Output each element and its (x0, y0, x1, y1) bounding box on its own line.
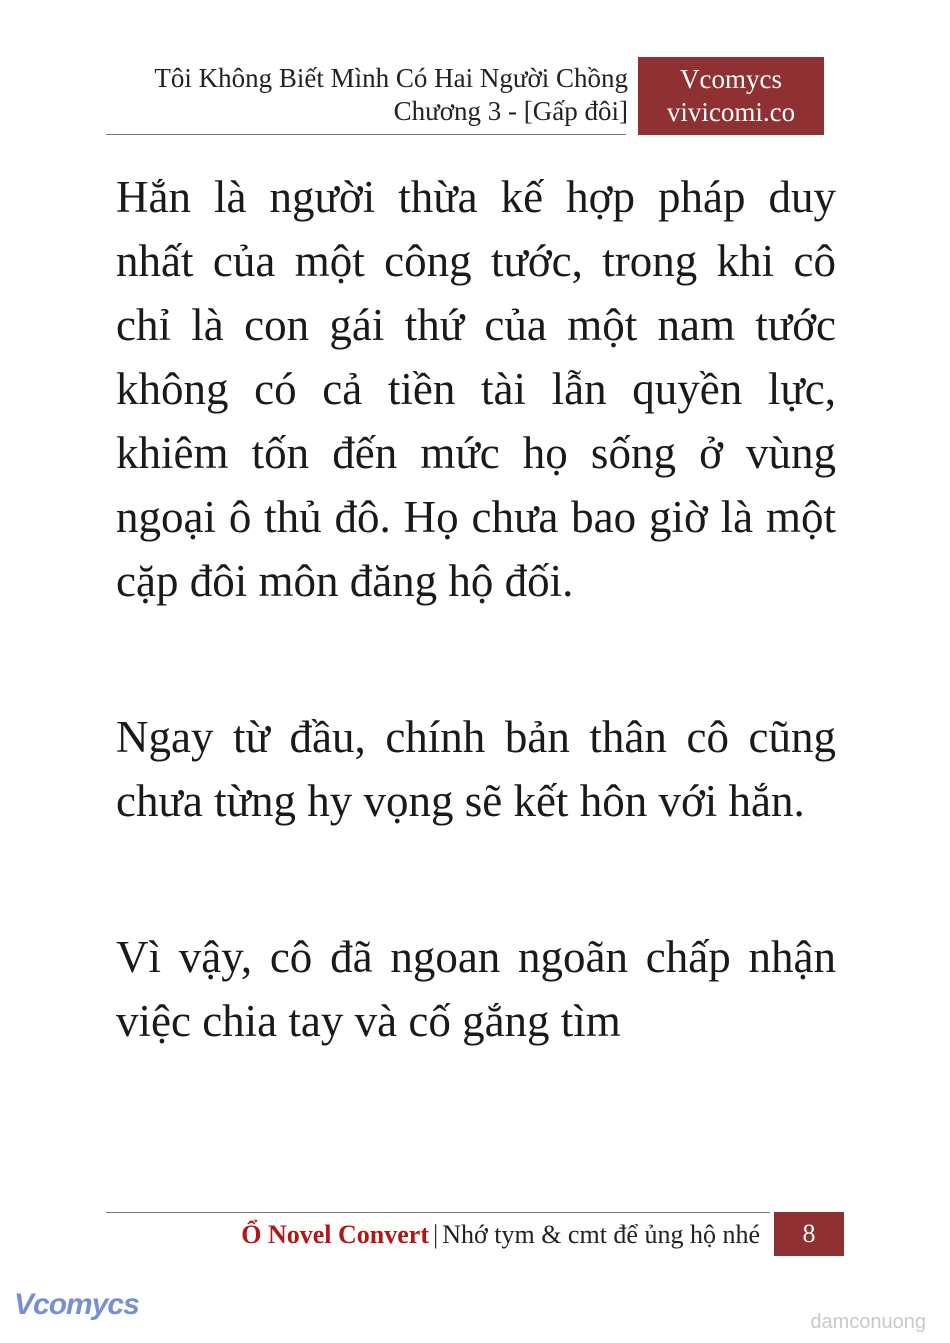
header-divider (106, 134, 626, 135)
brand-site: vivicomi.co (666, 97, 796, 127)
page-number: 8 (774, 1212, 844, 1256)
footer-note: Nhớ tym & cmt để ủng hộ nhé (442, 1220, 760, 1249)
footer-separator: | (433, 1220, 439, 1249)
page-footer (241, 1218, 760, 1252)
brand-badge (638, 57, 824, 135)
document-header (88, 62, 628, 128)
vcomycs-logo: Vcomycs (14, 1288, 139, 1321)
page-body (116, 165, 836, 1053)
brand-name: Vcomycs (680, 64, 782, 94)
paragraph-3: Vì vậy, cô đã ngoan ngoãn chấp nhận việc chia tay và cố gắng tìm (116, 932, 836, 1046)
watermark-text: damconuong (810, 1311, 926, 1333)
footer-brand: Ổ Novel Convert (241, 1220, 430, 1249)
paragraph-2: Ngay từ đầu, chính bản thân cô cũng chưa từng hy vọng sẽ kết hôn với hắn. (116, 712, 836, 826)
chapter-title: Chương 3 - [Gấp đôi] (393, 96, 628, 126)
footer-divider (106, 1212, 770, 1213)
book-title: Tôi Không Biết Mình Có Hai Người Chồng (154, 63, 628, 93)
paragraph-1: Hắn là người thừa kế hợp pháp duy nhất của một công tước, trong khi cô chỉ là con gái thứ của một nam tước không có cả tiền tài lẫn quyền lực, khiêm tốn đến mức họ sống ở vùng ngoại ô thủ đô. Họ chưa bao giờ là một cặp đôi môn đăng hộ đối. (116, 172, 836, 606)
